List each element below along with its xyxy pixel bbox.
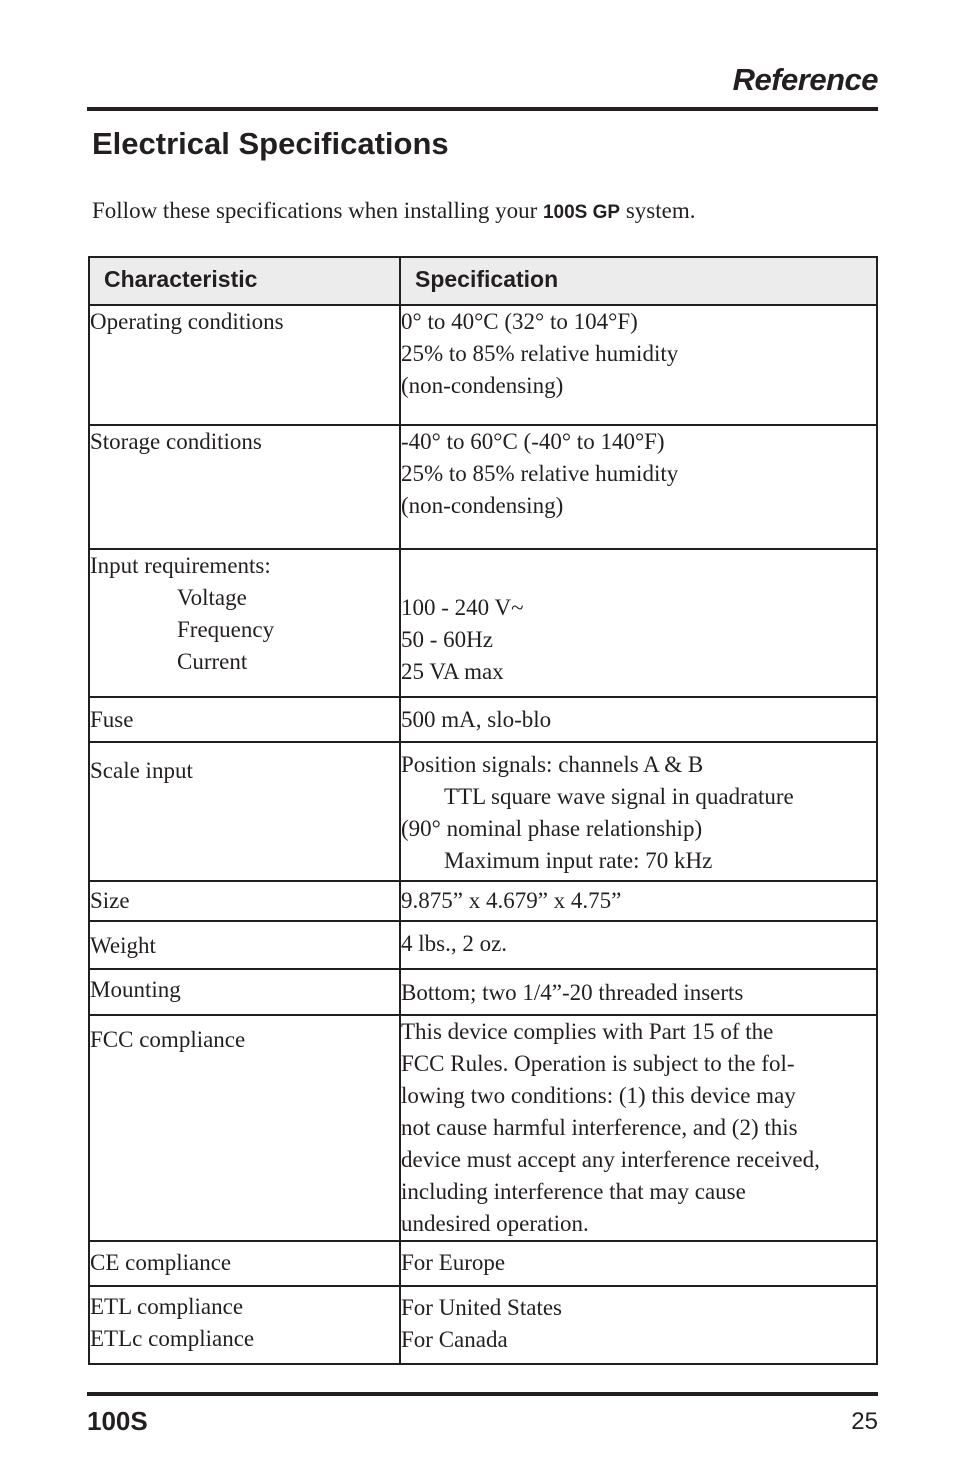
table-row [89, 425, 877, 549]
characteristic-text: Fuse [90, 707, 134, 732]
characteristic-cell [89, 549, 400, 697]
table-row [89, 881, 877, 921]
characteristic-cell [89, 969, 400, 1015]
specification-cell [400, 1241, 877, 1286]
specification-line: Bottom; two 1/4”-20 threaded inserts [401, 980, 744, 1005]
table-row [89, 697, 877, 742]
characteristic-text: FCC compliance [90, 1027, 246, 1052]
specification-cell [400, 425, 877, 549]
characteristic-text: Weight [90, 933, 156, 958]
characteristic-text: ETLc compliance [90, 1326, 255, 1351]
characteristic-cell [89, 305, 400, 425]
table-row [89, 305, 877, 425]
page-number: 25 [851, 1408, 878, 1435]
characteristic-text: ETL compliance [90, 1294, 244, 1319]
specification-cell [400, 742, 877, 881]
characteristic-text: Operating conditions [90, 309, 284, 334]
product-name: 100S GP [542, 202, 621, 223]
characteristic-cell [89, 1241, 400, 1286]
specification-line: undesired operation. [401, 1211, 589, 1236]
column-header-characteristic: Characteristic [89, 257, 400, 305]
characteristic-cell [89, 1015, 400, 1241]
specification-line: 0° to 40°C (32° to 104°F) [401, 309, 638, 334]
specification-line: Position signals: channels A & B [401, 752, 704, 777]
specification-cell [400, 305, 877, 425]
table-row [89, 1015, 877, 1241]
table-row [89, 1241, 877, 1286]
specification-cell [400, 549, 877, 697]
footer-product-name: 100S [87, 1406, 148, 1436]
characteristic-cell [89, 921, 400, 969]
specification-line: 25% to 85% relative humidity [401, 461, 679, 486]
table-row [89, 549, 877, 697]
specification-line: -40° to 60°C (-40° to 140°F) [401, 429, 665, 454]
characteristic-subitem: Current [177, 649, 248, 674]
specification-cell [400, 969, 877, 1015]
specification-line: 100 - 240 V~ [401, 595, 524, 620]
specification-line: 9.875” x 4.679” x 4.75” [401, 888, 622, 913]
intro-text-start: Follow these specifications when installing your [92, 198, 543, 223]
column-header-specification: Specification [400, 257, 877, 305]
characteristic-subitem: Frequency [177, 617, 275, 642]
page-title: Electrical Specifications [92, 126, 449, 161]
characteristic-text: Mounting [90, 977, 181, 1002]
characteristic-subitem: Voltage [177, 585, 247, 610]
specification-line: lowing two conditions: (1) this device may [401, 1083, 796, 1108]
specification-line: Maximum input rate: 70 kHz [444, 848, 713, 873]
table-header-row [89, 257, 877, 305]
table-row [89, 1286, 877, 1364]
specification-line: device must accept any interference received, [401, 1147, 820, 1172]
specification-line: 25 VA max [401, 659, 504, 684]
intro-text-end: system. [620, 198, 696, 223]
footer-rule [87, 1392, 878, 1396]
specification-line: (non-condensing) [401, 373, 564, 398]
specification-line: For Europe [401, 1250, 506, 1275]
specification-line: not cause harmful interference, and (2) this [401, 1115, 798, 1140]
specifications-table [88, 256, 878, 1365]
specification-line: This device complies with Part 15 of the [401, 1019, 774, 1044]
specification-cell [400, 1015, 877, 1241]
specification-line: 4 lbs., 2 oz. [401, 931, 508, 956]
specification-cell [400, 1286, 877, 1364]
characteristic-cell [89, 1286, 400, 1364]
characteristic-text: Input requirements: [90, 553, 271, 578]
characteristic-text: CE compliance [90, 1250, 232, 1275]
specification-line: 500 mA, slo-blo [401, 707, 552, 732]
specification-cell [400, 881, 877, 921]
characteristic-text: Size [90, 888, 130, 913]
specification-line: including interference that may cause [401, 1179, 746, 1204]
specification-line: For United States [401, 1295, 562, 1320]
header-rule [87, 107, 878, 111]
characteristic-cell [89, 742, 400, 881]
specification-line: (non-condensing) [401, 493, 564, 518]
specification-line: 50 - 60Hz [401, 627, 493, 652]
intro-paragraph [92, 198, 695, 224]
characteristic-cell [89, 697, 400, 742]
section-heading: Reference [732, 62, 878, 97]
characteristic-text: Storage conditions [90, 429, 262, 454]
specification-line: (90° nominal phase relationship) [401, 816, 703, 841]
characteristic-cell [89, 881, 400, 921]
table-row [89, 742, 877, 881]
characteristic-text: Scale input [90, 758, 193, 783]
specification-cell [400, 697, 877, 742]
table-row [89, 969, 877, 1015]
characteristic-cell [89, 425, 400, 549]
specification-line: TTL square wave signal in quadrature [444, 784, 794, 809]
specification-cell [400, 921, 877, 969]
table-row [89, 921, 877, 969]
specification-line: For Canada [401, 1327, 508, 1352]
specification-line: 25% to 85% relative humidity [401, 341, 679, 366]
specification-line: FCC Rules. Operation is subject to the fol- [401, 1051, 795, 1076]
